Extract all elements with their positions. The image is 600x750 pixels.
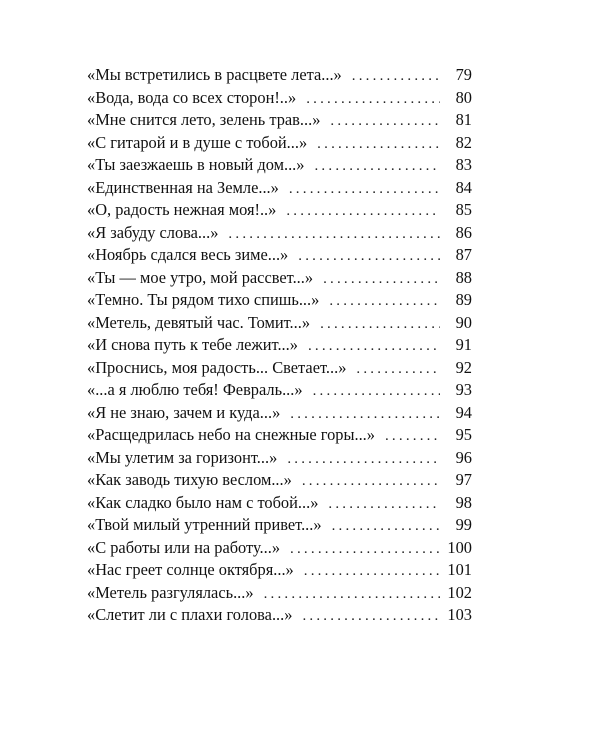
toc-entry-page: 95 — [455, 425, 472, 444]
toc-leader-dots — [298, 245, 440, 268]
toc-entry-page: 86 — [455, 222, 472, 242]
toc-leader-dots — [290, 403, 440, 426]
toc-entry-page: 101 — [447, 560, 472, 579]
toc-entry — [87, 87, 472, 110]
toc-entry-page: 103 — [447, 605, 472, 624]
toc-entry-title: «Нас греет солнце октября...» — [87, 560, 294, 579]
toc-entry-title: «Как сладко было нам с тобой...» — [87, 492, 319, 512]
toc-entry — [87, 492, 472, 515]
toc-entry-title: «Как заводь тихую веслом...» — [87, 470, 292, 489]
toc-entry-title: «Метель разгулялась...» — [87, 582, 254, 602]
toc-leader-dots — [332, 515, 440, 538]
toc-entry — [87, 537, 472, 560]
toc-leader-dots — [287, 448, 440, 471]
toc-entry-page: 85 — [455, 200, 472, 219]
toc-leader-dots — [286, 200, 440, 223]
toc-entry-title: «Я не знаю, зачем и куда...» — [87, 402, 281, 422]
toc-leader-dots — [302, 605, 440, 628]
toc-leader-dots — [323, 268, 440, 291]
toc-entry-title: «Слетит ли с плахи голова...» — [87, 605, 293, 624]
toc-entry-page: 96 — [455, 447, 472, 467]
toc-entry-title: «Ты — мое утро, мой рассвет...» — [87, 267, 314, 287]
toc-leader-dots — [308, 335, 440, 358]
toc-entry — [87, 244, 472, 267]
toc-leader-dots — [228, 223, 440, 246]
toc-entry — [87, 469, 472, 492]
toc-leader-dots — [320, 313, 440, 336]
toc-entry — [87, 604, 472, 627]
toc-entry-page: 88 — [455, 267, 472, 287]
toc-entry — [87, 289, 472, 312]
toc-leader-dots — [352, 65, 440, 88]
toc-entry-page: 89 — [455, 290, 472, 309]
toc-entry-page: 92 — [455, 357, 472, 377]
toc-entry-page: 82 — [455, 132, 472, 152]
toc-entry-title: «Мы встретились в расцвете лета...» — [87, 65, 342, 84]
toc-entry-page: 91 — [455, 335, 472, 354]
toc-leader-dots — [313, 380, 440, 403]
toc-entry — [87, 424, 472, 447]
toc-leader-dots — [314, 155, 440, 178]
toc-entry — [87, 199, 472, 222]
toc-entry-title: «Мы улетим за горизонт...» — [87, 447, 278, 467]
toc-entry — [87, 379, 472, 402]
toc-entry — [87, 267, 472, 290]
toc-leader-dots — [302, 470, 440, 493]
toc-leader-dots — [306, 88, 440, 111]
toc-entry-page: 83 — [455, 155, 472, 174]
toc-entry — [87, 447, 472, 470]
toc-entry-page: 102 — [447, 582, 472, 602]
toc-entry-page: 97 — [455, 470, 472, 489]
toc-entry-page: 84 — [455, 177, 472, 197]
toc-entry — [87, 582, 472, 605]
toc-entry-page: 90 — [455, 312, 472, 332]
toc-entry-title: «Вода, вода со всех сторон!..» — [87, 87, 297, 107]
toc-entry — [87, 222, 472, 245]
toc-leader-dots — [289, 178, 440, 201]
toc-leader-dots — [330, 110, 440, 133]
table-of-contents — [87, 64, 472, 627]
toc-entry-title: «Темно. Ты рядом тихо спишь...» — [87, 290, 320, 309]
toc-entry — [87, 334, 472, 357]
toc-entry-title: «...а я люблю тебя! Февраль...» — [87, 380, 303, 399]
toc-entry — [87, 514, 472, 537]
toc-entry-page: 81 — [455, 110, 472, 129]
toc-entry-title: «Ноябрь сдался весь зиме...» — [87, 245, 289, 264]
toc-entry-page: 79 — [455, 65, 472, 84]
toc-leader-dots — [264, 583, 440, 606]
toc-entry — [87, 64, 472, 87]
toc-entry-page: 100 — [447, 537, 472, 557]
toc-entry-title: «И снова путь к тебе лежит...» — [87, 335, 298, 354]
toc-entry-page: 98 — [455, 492, 472, 512]
toc-entry-title: «Я забуду слова...» — [87, 222, 219, 242]
toc-leader-dots — [329, 290, 440, 313]
toc-entry — [87, 177, 472, 200]
toc-entry — [87, 312, 472, 335]
toc-entry-page: 87 — [455, 245, 472, 264]
toc-entry-page: 99 — [455, 515, 472, 534]
toc-entry-title: «Ты заезжаешь в новый дом...» — [87, 155, 305, 174]
toc-entry-page: 93 — [455, 380, 472, 399]
toc-leader-dots — [317, 133, 440, 156]
toc-leader-dots — [290, 538, 440, 561]
toc-entry — [87, 109, 472, 132]
toc-leader-dots — [328, 493, 440, 516]
toc-entry-title: «Единственная на Земле...» — [87, 177, 279, 197]
toc-entry — [87, 154, 472, 177]
toc-entry-page: 80 — [455, 87, 472, 107]
toc-entry — [87, 132, 472, 155]
toc-entry-title: «Твой милый утренний привет...» — [87, 515, 322, 534]
toc-entry-title: «Расщедрилась небо на снежные горы...» — [87, 425, 375, 444]
toc-entry-title: «О, радость нежная моя!..» — [87, 200, 277, 219]
toc-entry — [87, 357, 472, 380]
toc-entry-title: «Метель, девятый час. Томит...» — [87, 312, 311, 332]
toc-leader-dots — [304, 560, 440, 583]
toc-entry-title: «С работы или на работу...» — [87, 537, 281, 557]
toc-entry — [87, 559, 472, 582]
toc-entry-page: 94 — [455, 402, 472, 422]
toc-entry-title: «С гитарой и в душе с тобой...» — [87, 132, 308, 152]
toc-leader-dots — [356, 358, 440, 381]
toc-entry — [87, 402, 472, 425]
toc-entry-title: «Мне снится лето, зелень трав...» — [87, 110, 321, 129]
toc-entry-title: «Проснись, моя радость... Светает...» — [87, 357, 347, 377]
toc-leader-dots — [385, 425, 440, 448]
